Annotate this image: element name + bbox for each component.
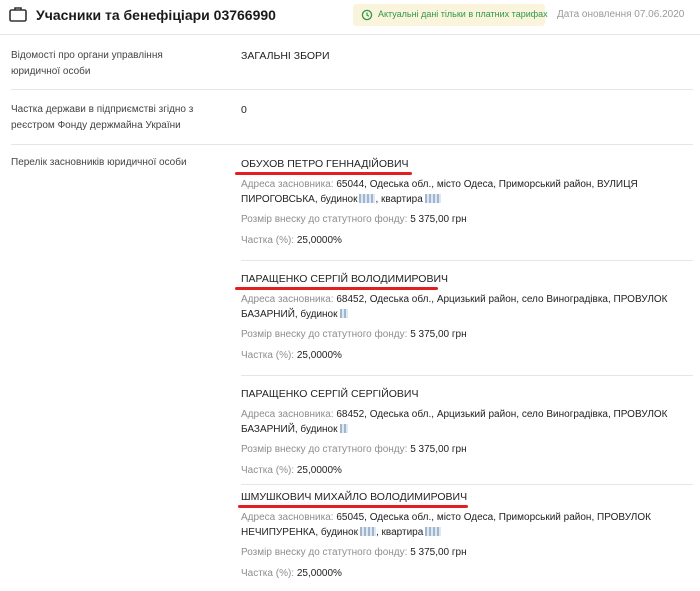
founder-address: Адреса засновника: 68452, Одеська обл., Арцизький район, село Виноградівка, ПРОВУЛОК (241, 294, 668, 305)
highlight-underline (235, 287, 438, 290)
hidden-data-mask (425, 527, 441, 536)
founder-contribution: Розмір внеску до статутного фонду: 5 375,00 грн (241, 444, 467, 455)
founder-contribution: Розмір внеску до статутного фонду: 5 375,00 грн (241, 214, 467, 225)
hidden-data-mask (360, 527, 376, 536)
founder-share: Частка (%): 25,0000% (241, 568, 342, 579)
page-title: Учасники та бенефіціари 03766990 (36, 7, 276, 23)
divider (11, 144, 693, 145)
founder-name: ОБУХОВ ПЕТРО ГЕННАДІЙОВИЧ (241, 158, 409, 170)
founder-share: Частка (%): 25,0000% (241, 350, 342, 361)
founder-address: Адреса засновника: 65044, Одеська обл., місто Одеса, Приморський район, ВУЛИЦЯ (241, 179, 638, 190)
highlight-underline (238, 505, 468, 508)
update-date: Дата оновлення 07.06.2020 (557, 9, 685, 20)
highlight-underline (235, 172, 412, 175)
section-header (0, 0, 700, 34)
founder-name: ПАРАЩЕНКО СЕРГІЙ ВОЛОДИМИРОВИЧ (241, 273, 448, 285)
divider (241, 260, 693, 261)
hidden-data-mask (340, 424, 348, 433)
founders-label: Перелік засновників юридичної особи (11, 157, 187, 168)
hidden-data-mask (340, 309, 348, 318)
founder-name: ПАРАЩЕНКО СЕРГІЙ СЕРГІЙОВИЧ (241, 388, 419, 400)
hidden-data-mask (359, 194, 375, 203)
founder-address-cont: БАЗАРНИЙ, будинок (241, 307, 348, 323)
founder-contribution: Розмір внеску до статутного фонду: 5 375,00 грн (241, 547, 467, 558)
state-share-label: Частка держави в підприємстві згідно з реєстром Фонду держмайна України (11, 104, 194, 131)
refresh-clock-icon (361, 9, 373, 21)
founder-address-cont: НЕЧИПУРЕНКА, будинок , квартира (241, 525, 441, 541)
founder-name: ШМУШКОВИЧ МИХАЙЛО ВОЛОДИМИРОВИЧ (241, 491, 468, 503)
founder-share: Частка (%): 25,0000% (241, 465, 342, 476)
governance-label: Відомості про органи управління юридичної особи (11, 50, 163, 77)
divider (11, 89, 693, 90)
founder-address: Адреса засновника: 65045, Одеська обл., місто Одеса, Приморський район, ПРОВУЛОК (241, 512, 651, 523)
founder-share: Частка (%): 25,0000% (241, 235, 342, 246)
founder-address: Адреса засновника: 68452, Одеська обл., Арцизький район, село Виноградівка, ПРОВУЛОК (241, 409, 668, 420)
hidden-data-mask (425, 194, 441, 203)
briefcase-icon (9, 6, 27, 22)
state-share-value: 0 (241, 104, 247, 116)
divider (241, 375, 693, 376)
divider (0, 34, 700, 35)
badge-text: Актуальні дані тільки в платних тарифах (378, 9, 548, 19)
divider (241, 484, 693, 485)
founder-address-cont: БАЗАРНИЙ, будинок (241, 422, 348, 438)
governance-value: ЗАГАЛЬНІ ЗБОРИ (241, 50, 330, 62)
founder-contribution: Розмір внеску до статутного фонду: 5 375,00 грн (241, 329, 467, 340)
paid-tariff-badge[interactable] (353, 4, 548, 26)
founder-address-cont: ПИРОГОВСЬКА, будинок , квартира (241, 192, 441, 208)
